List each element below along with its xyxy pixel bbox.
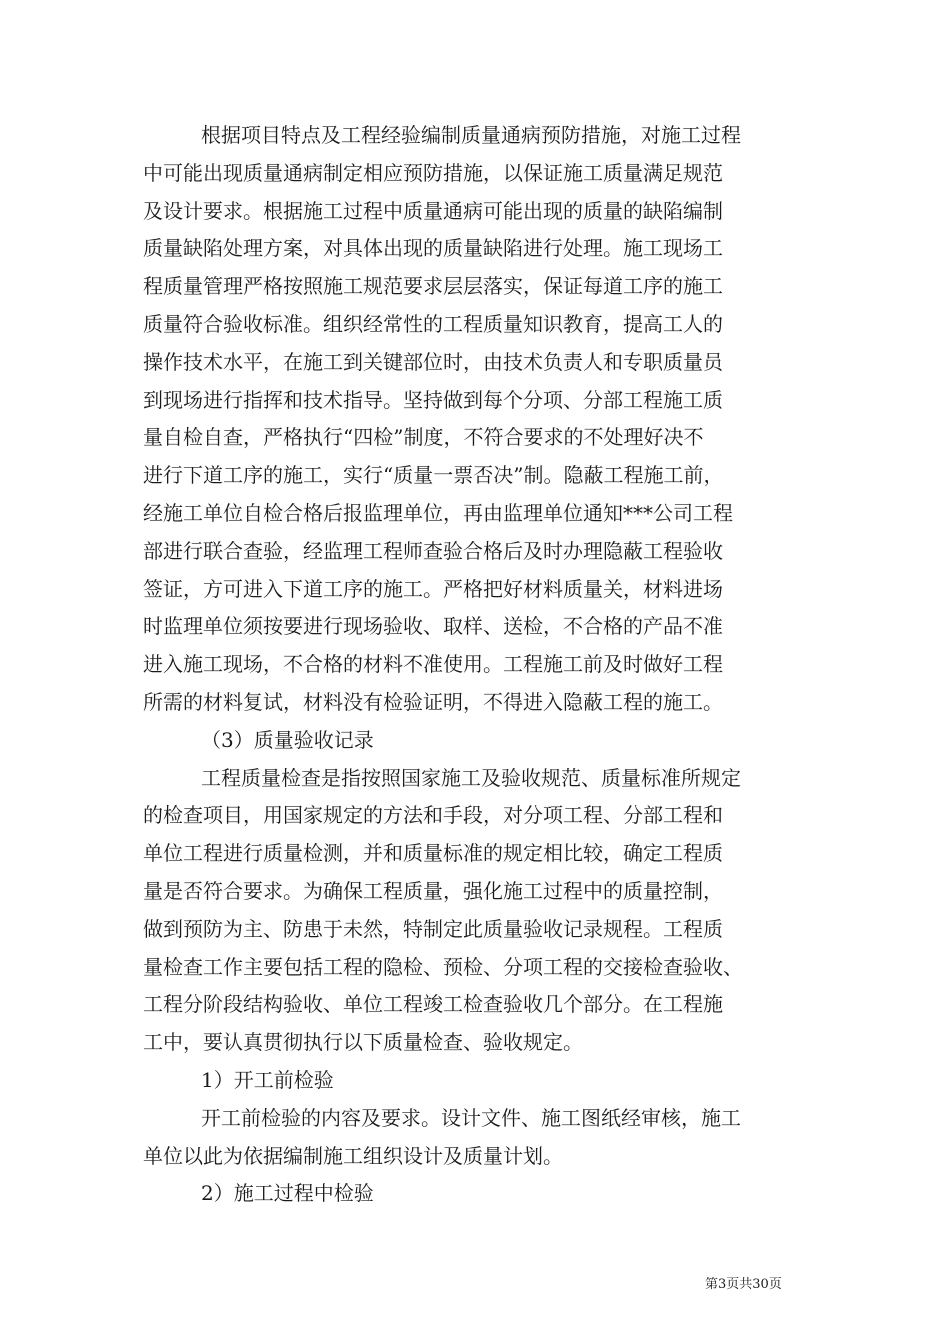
- paragraph-line: 操作技术水平，在施工到关键部位时，由技术负责人和专职质量员: [143, 349, 723, 374]
- paragraph-line: 单位工程进行质量检测，并和质量标准的规定相比较，确定工程质: [143, 841, 723, 866]
- subsection-heading: 1）开工前检验: [201, 1067, 334, 1092]
- paragraph-line: 部进行联合查验，经监理工程师查验合格后及时办理隐蔽工程验收: [143, 538, 723, 563]
- paragraph-line: 时监理单位须按要进行现场验收、取样、送检，不合格的产品不准: [143, 614, 723, 639]
- paragraph-line: 进行下道工序的施工，实行“质量一票否决”制。隐蔽工程施工前，: [143, 463, 724, 488]
- paragraph-line: 程质量管理严格按照施工规范要求层层落实，保证每道工序的施工: [143, 274, 723, 299]
- section-heading: （3）质量验收记录: [201, 727, 374, 752]
- paragraph-line: 中可能出现质量通病制定相应预防措施，以保证施工质量满足规范: [143, 160, 723, 185]
- paragraph-line: 开工前检验的内容及要求。设计文件、施工图纸经审核，施工: [201, 1105, 741, 1130]
- paragraph-line: 量自检自查，严格执行“四检”制度，不符合要求的不处理好决不: [143, 425, 704, 450]
- paragraph-line: 所需的材料复试，材料没有检验证明，不得进入隐蔽工程的施工。: [143, 689, 723, 714]
- paragraph-line: 量检查工作主要包括工程的隐检、预检、分项工程的交接检查验收、: [143, 954, 743, 979]
- paragraph-line: 做到预防为主、防患于未然，特制定此质量验收记录规程。工程质: [143, 916, 723, 941]
- paragraph-line: 工程分阶段结构验收、单位工程竣工检查验收几个部分。在工程施: [143, 992, 723, 1017]
- paragraph-line: 工中，要认真贯彻执行以下质量检查、验收规定。: [143, 1030, 583, 1055]
- paragraph-line: 单位以此为依据编制施工组织设计及质量计划。: [143, 1143, 563, 1168]
- paragraph-line: 质量缺陷处理方案，对具体出现的质量缺陷进行处理。施工现场工: [143, 236, 723, 261]
- paragraph-line: 到现场进行指挥和技术指导。坚持做到每个分项、分部工程施工质: [143, 387, 723, 412]
- paragraph-line: 经施工单位自检合格后报监理单位，再由监理单位通知***公司工程: [143, 500, 733, 525]
- subsection-heading: 2）施工过程中检验: [201, 1181, 374, 1206]
- paragraph-line: 及设计要求。根据施工过程中质量通病可能出现的质量的缺陷编制: [143, 198, 723, 223]
- paragraph-line: 工程质量检查是指按照国家施工及验收规范、质量标准所规定: [201, 765, 741, 790]
- paragraph-line: 的检查项目，用国家规定的方法和手段，对分项工程、分部工程和: [143, 803, 723, 828]
- paragraph-line: 量是否符合要求。为确保工程质量，强化施工过程中的质量控制，: [143, 878, 723, 903]
- paragraph-line: 签证，方可进入下道工序的施工。严格把好材料质量关，材料进场: [143, 576, 723, 601]
- paragraph-line: 进入施工现场，不合格的材料不准使用。工程施工前及时做好工程: [143, 652, 723, 677]
- paragraph-line: 根据项目特点及工程经验编制质量通病预防措施，对施工过程: [201, 123, 741, 147]
- page-number: 第3页共30页: [705, 1277, 782, 1292]
- paragraph-line: 质量符合验收标准。组织经常性的工程质量知识教育，提高工人的: [143, 311, 723, 336]
- document-body: [143, 117, 823, 1213]
